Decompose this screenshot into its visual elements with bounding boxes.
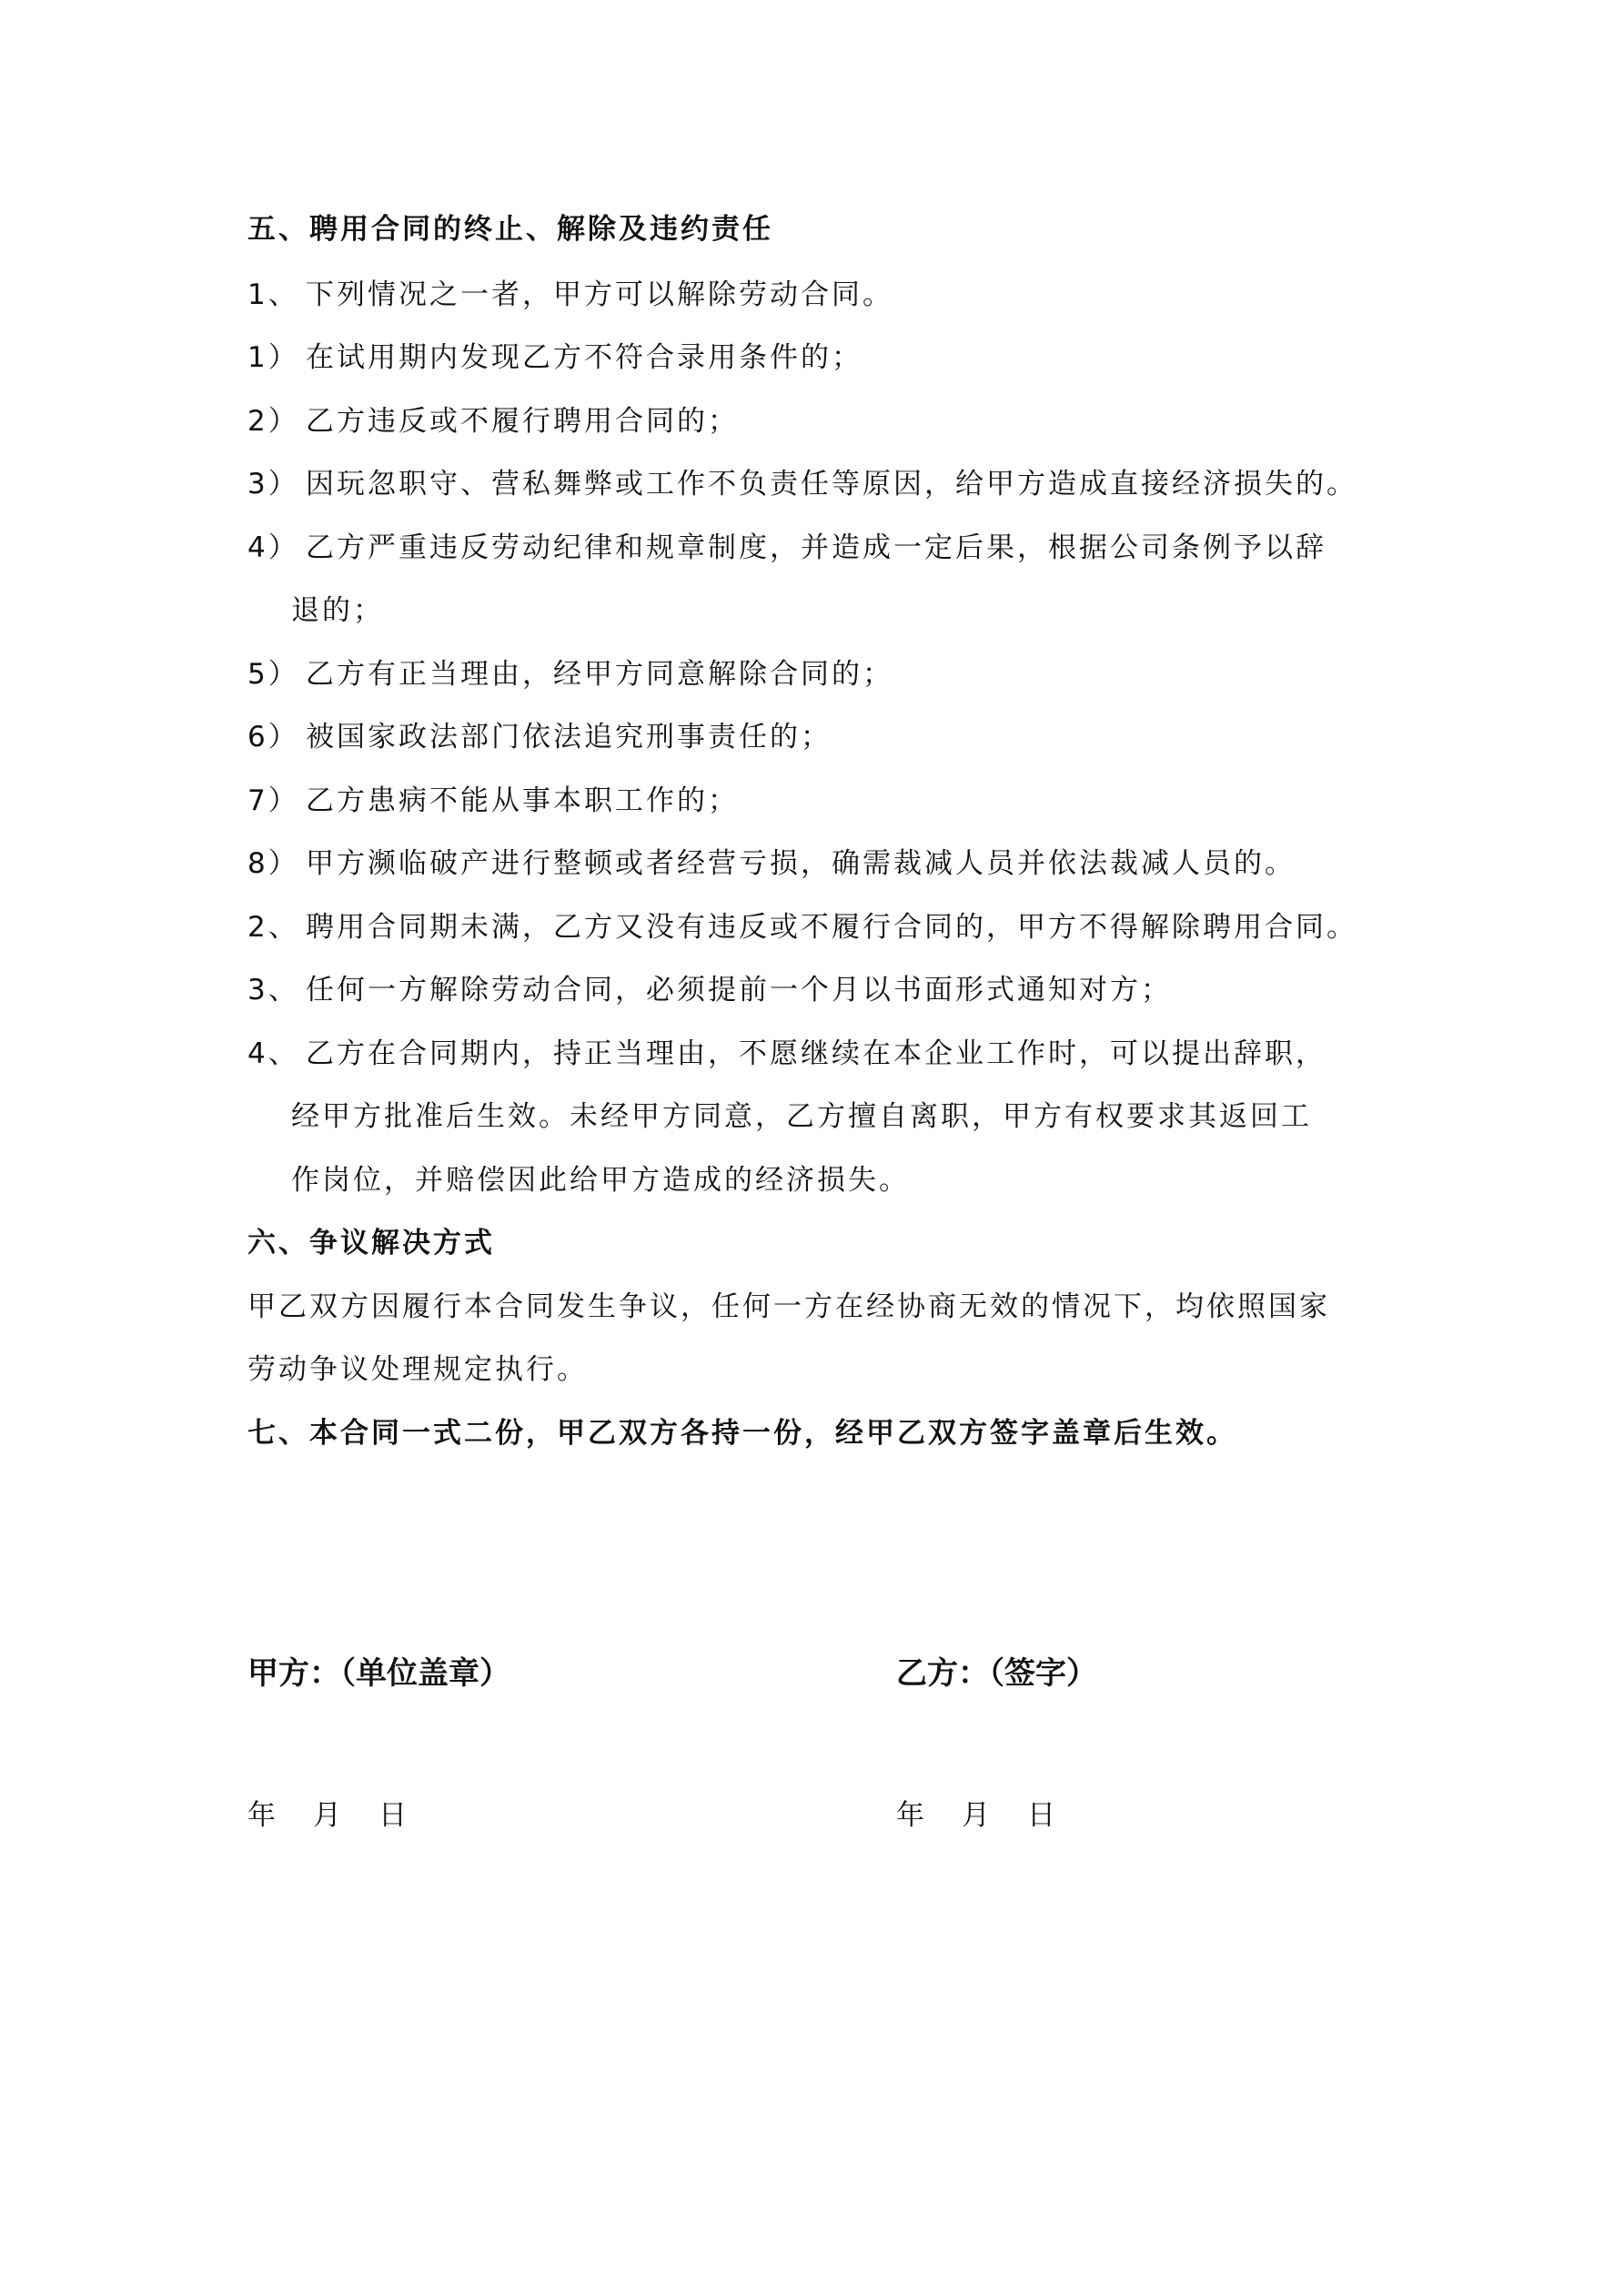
sub-clause-4: [247, 530, 1326, 566]
clause-3: [247, 972, 1172, 1008]
sub-clause-6: [247, 719, 832, 755]
section-6-line-1: 甲乙双方因履行本合同发生争议，任何一方在经协商无效的情况下，均依照国家: [247, 1290, 1330, 1323]
sub-clause-text: 乙方有正当理由，经甲方同意解除合同的；: [306, 658, 893, 691]
clause-number: 2、: [247, 911, 299, 944]
sub-clause-number: 5）: [247, 658, 299, 691]
sub-clause-1: [247, 339, 862, 376]
clause-4-continued-1: 经甲方批准后生效。未经甲方同意，乙方擅自离职，甲方有权要求其返回工: [291, 1100, 1312, 1133]
date-day: 日: [378, 1799, 407, 1832]
clause-1: [247, 277, 893, 313]
sub-clause-4-continued: 退的；: [291, 594, 384, 627]
sub-clause-text: 在试用期内发现乙方不符合录用条件的；: [306, 341, 862, 374]
sub-clause-3: [247, 466, 1357, 502]
clause-4: [247, 1036, 1326, 1072]
sub-clause-number: 3）: [247, 468, 299, 501]
date-year: 年: [247, 1799, 276, 1832]
party-b-date: [896, 1797, 1093, 1834]
section-6-line-2: 劳动争议处理规定执行。: [247, 1353, 588, 1386]
clause-2: [247, 909, 1357, 946]
sub-clause-text: 乙方违反或不履行聘用合同的；: [306, 405, 739, 438]
sub-clause-text: 乙方患病不能从事本职工作的；: [306, 784, 739, 817]
sub-clause-number: 8）: [247, 847, 299, 880]
date-year: 年: [896, 1799, 924, 1832]
party-b-signature-label: 乙方：（签字）: [896, 1656, 1097, 1691]
date-month: 月: [313, 1799, 341, 1832]
sub-clause-text: 乙方严重违反劳动纪律和规章制度，并造成一定后果，根据公司条例予以辞: [306, 531, 1326, 564]
section-7-text: 七、本合同一式二份，甲乙双方各持一份，经甲乙双方签字盖章后生效。: [247, 1417, 1237, 1450]
clause-text: 聘用合同期未满，乙方又没有违反或不履行合同的，甲方不得解除聘用合同。: [306, 911, 1357, 944]
sub-clause-number: 4）: [247, 531, 299, 564]
clause-text: 任何一方解除劳动合同，必须提前一个月以书面形式通知对方；: [306, 974, 1172, 1006]
party-a-date: [247, 1797, 444, 1834]
sub-clause-text: 被国家政法部门依法追究刑事责任的；: [306, 721, 832, 754]
clause-number: 3、: [247, 974, 299, 1006]
sub-clause-text: 甲方濒临破产进行整顿或者经营亏损，确需裁减人员并依法裁减人员的。: [306, 847, 1296, 880]
section-5-heading: 五、聘用合同的终止、解除及违约责任: [247, 213, 773, 246]
sub-clause-number: 7）: [247, 784, 299, 817]
date-month: 月: [962, 1799, 990, 1832]
sub-clause-number: 1）: [247, 341, 299, 374]
clause-number: 1、: [247, 278, 299, 311]
clause-text: 下列情况之一者，甲方可以解除劳动合同。: [306, 278, 893, 311]
clause-4-continued-2: 作岗位，并赔偿因此给甲方造成的经济损失。: [291, 1164, 910, 1197]
sub-clause-7: [247, 783, 739, 819]
sub-clause-number: 6）: [247, 721, 299, 754]
section-6-heading: 六、争议解决方式: [247, 1227, 495, 1259]
sub-clause-number: 2）: [247, 405, 299, 438]
sub-clause-text: 因玩忽职守、营私舞弊或工作不负责任等原因，给甲方造成直接经济损失的。: [306, 468, 1357, 501]
party-a-signature-label: 甲方：（单位盖章）: [247, 1656, 510, 1691]
sub-clause-2: [247, 403, 739, 440]
sub-clause-8: [247, 845, 1296, 882]
sub-clause-5: [247, 656, 893, 693]
clause-text: 乙方在合同期内，持正当理由，不愿继续在本企业工作时，可以提出辞职，: [306, 1037, 1326, 1070]
clause-number: 4、: [247, 1037, 299, 1070]
date-day: 日: [1027, 1799, 1055, 1832]
